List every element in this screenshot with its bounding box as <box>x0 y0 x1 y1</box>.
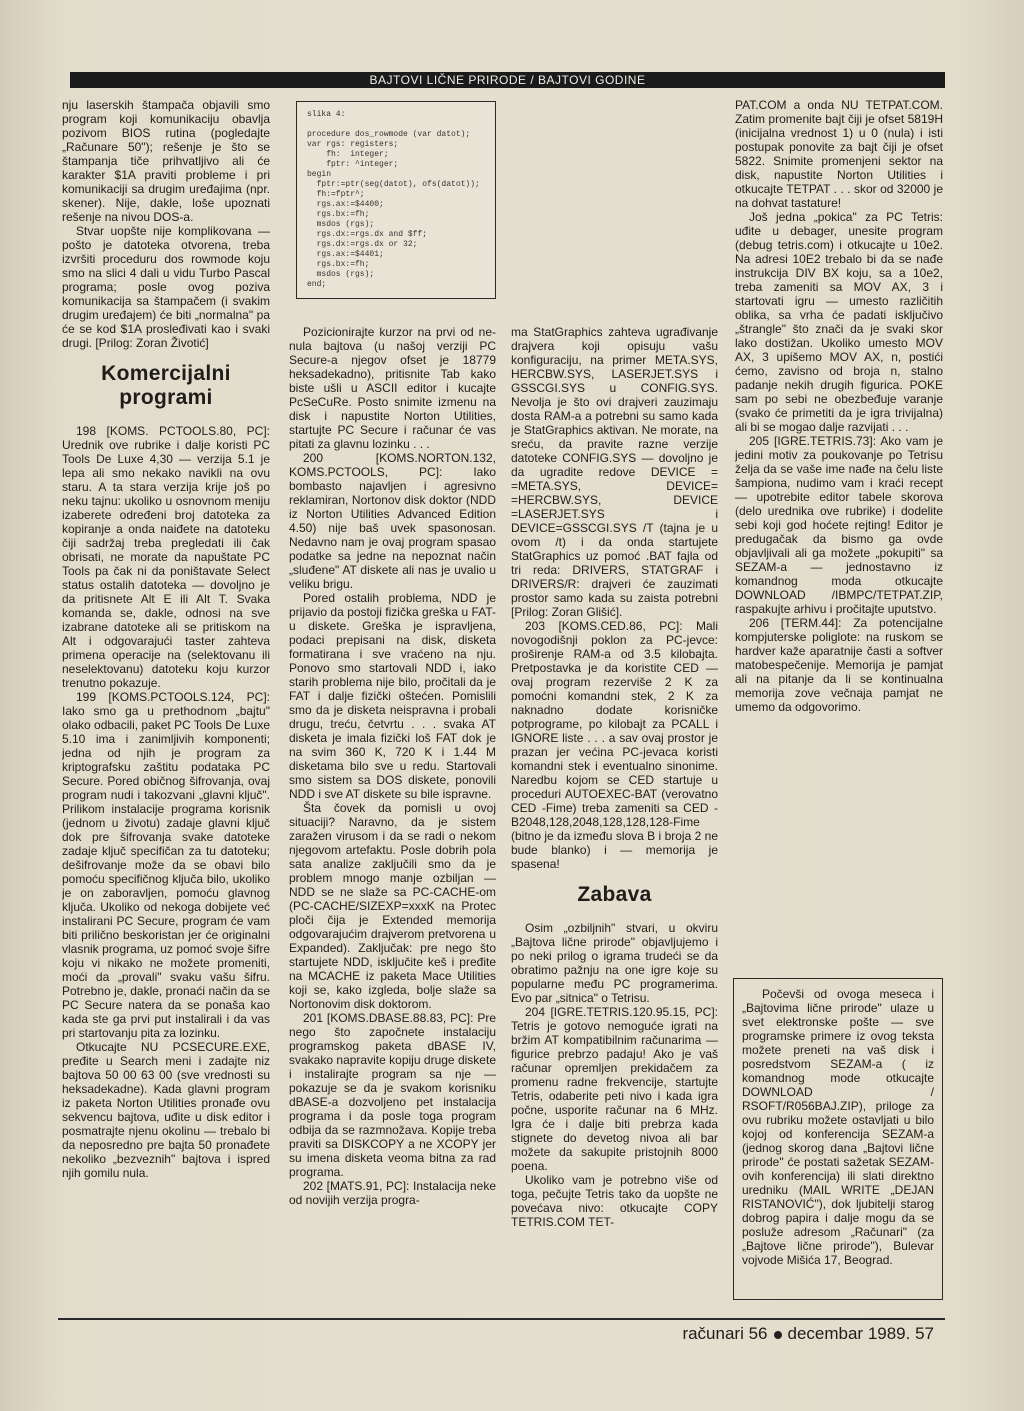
code-line: rgs.bx:=fh; <box>307 260 370 269</box>
heading-komercijalni-programi: Komercijalni programi <box>101 362 231 409</box>
code-line: fh:=fptr^; <box>307 190 365 199</box>
code-line: begin <box>307 170 332 179</box>
col4-paragraph-206: 206 [TERM.44]: Za potencijalne kompjuterske poliglote: na ruskom se hardver kaže aparatnije časti a softver matobespečenije. Memorija je pamjat ali na pitanje da li se kontinualna memorija zove večnaja pamjat ne umemo da odgovorimo. <box>735 616 943 714</box>
col4-paragraph-1: PAT.COM a onda NU TETPAT.COM. Zatim promenite bajt čiji je ofset 5819H (inicijalna vrednost 1) u 0 (nula) i isti postupak ponovite za bajt čiji je ofset 5822. Snimite promenjeni sektor na disk, napustite Norton Utilities i otkucajte TETPAT . . . skor od 32000 je na dohvat tastature! <box>735 98 943 210</box>
code-line: fptr: ^integer; <box>307 160 399 169</box>
code-listing-figure <box>296 101 496 299</box>
code-line: msdos (rgs); <box>307 270 375 279</box>
code-line: rgs.dx:=rgs.dx and $ff; <box>307 230 428 239</box>
footer-magazine-issue: računari 56 <box>682 1324 768 1343</box>
code-line: procedure dos_rowmode (var datot); <box>307 130 471 139</box>
footer-bullet-icon <box>774 1331 782 1339</box>
col2-paragraph-1: Pozicionirajte kurzor na prvi od ne-nula bajtova (u našoj verziji PC Secure-a njegov ofset je 18779 heksadekadno), pritisnite Tab kako biste ušli u ASCII editor i kucajte PcSeCuRe. Posto snimite izmenu na disk i napustite Norton Utilities, startujte PC Secure i računar će vas pitati za glavnu lozinku . . . <box>289 325 496 451</box>
col3-paragraph-5: Ukoliko vam je potrebno više od toga, pečujte Tetris tako da uopšte ne povećava nivo: otkucajte COPY TETRIS.COM TET- <box>511 1173 718 1229</box>
code-line: var rgs: registers; <box>307 140 399 149</box>
code-lines <box>307 130 485 290</box>
col1-paragraph-2: Stvar uopšte nije komplikovana — pošto je datoteka otvorena, treba izvršiti proceduru dos rowmode koju smo na slici 4 dali u vidu Turbo Pascal programa; posle ovog poziva komunikacija sa štampačem (i svakim drugim uređajem) će biti „normalna" pa će se kod $1A prosleđivati kao i svaki drugi. [Prilog: Zoran Životić] <box>62 224 270 350</box>
col3-paragraph-3: Osim „ozbiljnih" stvari, u okviru „Bajtova lične prirode" objavljujemo i po neki prilog o igrama trudeći se da obratimo pažnju na one igre koje su popularne među PC programerima. Evo par „sitnica" o Tetrisu. <box>511 921 718 1005</box>
code-line: end; <box>307 280 327 289</box>
bottom-rule <box>58 1318 945 1320</box>
footer-date-page: decembar 1989. 57 <box>787 1324 934 1343</box>
code-line: rgs.ax:=$4400; <box>307 200 384 209</box>
column-1 <box>62 98 270 1310</box>
code-line: rgs.dx:=rgs.dx or 32; <box>307 240 418 249</box>
col3-paragraph-204: 204 [IGRE.TETRIS.120.95.15, PC]: Tetris je gotovo nemoguće igrati na bržim AT kompatibilnim računarima — figurice prebrzo padaju! Ako je vaš računar opremljen prekidačem za promenu radne frekvencije, startujte Tetris, odaberite peti nivo i kada igra počne, usporite računar na 6 MHz. Igra će i dalje biti prebrza kada stignete do devetog nivoa ali bar možete da sakupite pristojnih 8000 poena. <box>511 1005 718 1173</box>
col1-paragraph-5: Otkucajte NU PCSECURE.EXE, pređite u Search meni i zadajte niz bajtova 50 00 63 00 (sve vrednosti su heksadekadne). Kada glavni program iz paketa Norton Utilities pronađe ovu sekvencu bajtova, uđite u disk editor i posmatrajte njenu okolinu — trebalo bi da neposredno pre bajta 50 pronađete nekoliko „bezveznih" bajtova i ispred njih gomilu nula. <box>62 1040 270 1180</box>
email-notice-box <box>733 978 943 1300</box>
code-line: fptr:=ptr(seg(datot), ofs(datot)); <box>307 180 480 189</box>
col1-paragraph-1: nju laserskih štampača objavili smo program koji komunikaciju obavlja pozivom BIOS rutina (pogledajte „Računare 50"); rešenje je što se štampanja tiče prihvatljivo ali će karakter $1A praviti probleme i pri komunikaciji sa drugim uređajima (npr. skener). Nije, dakle, loše upoznati rešenje na nivou DOS-a. <box>62 98 270 224</box>
code-line: fh: integer; <box>307 150 389 159</box>
col1-paragraph-198: 198 [KOMS. PCTOOLS.80, PC]: Urednik ove rubrike i dalje koristi PC Tools De Luxe 4,30 — verzija 5.1 je lepa ali smo nekako navikli na ovu staru. A ta stara verzija krije još po neku tajnu: ukoliko u osnovnom meniju izaberete određeni broj datoteka za kopiranje a onda naiđete na datoteku čiji sadržaj treba pregledati ili čak obrisati, ne morate da napuštate PC Tools pa čak ni da poništavate Select status ostalih datoteka — dovoljno je da pritisnete Alt E ili Alt T. Svaka komanda se, dakle, odnosi na sve izabrane datoteke ali se pritiskom na Alt i odgovarajući taster zahteva primena operacije na (selektovanu ili neselektovanu) datoteku koju kurzor trenutno pokazuje. <box>62 424 270 690</box>
col3-paragraph-203: 203 [KOMS.CED.86, PC]: Mali novogodišnji poklon za PC-jevce: proširenje RAM-a od 3.5 kilobajta. Pretpostavka je da koristite CED — ovaj program rezerviše 2 K za pomoćni komandni stek, 2 K za naknadno dodate korisničke potprograme, po kilobajt za PCALL i IGNORE liste . . . a sav ovaj prostor je prazan jer većina PC-jevaca koristi komandni stek i eventualno sinonime. Naredbu kojom se CED startuje u proceduri AUTOEXEC-BAT (verovatno CED -Fime) treba zameniti sa CED -B2048,128,2048,128,128,128-Fime (bitno je da između slova B i broja 2 ne bude blanko) i — memorija je spasena! <box>511 619 718 871</box>
col4-paragraph-205: 205 [IGRE.TETRIS.73]: Ako vam je jedini motiv za poukovanje po Tetrisu želja da se vaše ime nađe na čelu liste šampiona, nudimo vam i kraći recept — upotrebite editor tabele skorova (delo urednika ove rubrike) i dodelite sebi koji god hoćete rejting! Editor je predugačak da bismo ga ovde objavljivali ali ga možete „pokupiti" sa SEZAM-a — jednostavno iz komandnog moda otkucajte DOWNLOAD /IBMPC/TETPAT.ZIP, raspakujte arhivu i pročitajte uputstvo. <box>735 434 943 616</box>
column-3 <box>511 325 718 1315</box>
code-line: rgs.bx:=fh; <box>307 210 370 219</box>
col2-paragraph-202: 202 [MATS.91, PC]: Instalacija neke od novijih verzija progra- <box>289 1179 496 1207</box>
section-header-bar <box>70 72 945 88</box>
column-4 <box>735 98 943 878</box>
section-header-title: BAJTOVI LIČNE PRIRODE / BAJTOVI GODINE <box>369 73 646 87</box>
code-line: rgs.ax:=$4401; <box>307 250 384 259</box>
column-2 <box>289 325 496 1315</box>
code-caption: slika 4: <box>307 110 346 119</box>
col2-paragraph-200: 200 [KOMS.NORTON.132, KOMS.PCTOOLS, PC]: Iako bombasto najavljen i agresivno reklamiran, Nortonov disk doktor (NDD iz Norton Utilities Advanced Edition 4.50) nije baš uvek spasonosan. Nedavno nam je ovaj program spasao podatke sa jedne na nepoznat način „sluđene" AT diskete ali nas je uvalio u veliku brigu. <box>289 451 496 591</box>
code-line: msdos (rgs); <box>307 220 375 229</box>
col4-paragraph-2: Još jedna „pokica" za PC Tetris: uđite u debager, unesite program (debug tetris.com) i otkucajte u 10e2. Na adresi 10E2 trebalo bi da se nađe instrukcija DIV BX koju, sa a 10e2, treba zameniti sa MOV AX, 3 i startovati igru — umesto različitih oblika, sa vrha će padati isključivo „štrangle" što znači da je svaki skor lako dostižan. Ukoliko umesto MOV AX, 3 upišemo MOV AX, n, postići ćemo, zavisno od broja n, stalno padanje nekih drugih figurica. POKE sam po sebi ne obezbeđuje varanje (svako će primetiti da je igra trivijalna) ali bi se mogao dalje razvijati . . . <box>735 210 943 434</box>
col2-paragraph-3: Pored ostalih problema, NDD je prijavio da postoji fizička greška u FAT-u diskete. Greška je ispravljena, podaci prepisani na disk, disketa formatirana i sve vraćeno na nju. Ponovo smo startovali NDD i, iako starih problema nije bilo, pročitali da je FAT i dalje fizički oštećen. Pomislili smo da je disketa neispravna i probali drugu, treću, četvrtu . . . svaka AT disketa je imala fizički loš FAT dok je na svim 360 K, 720 K i 1.44 M disketama bilo sve u redu. Startovali smo sistem sa DOS diskete, ponovili NDD i sve AT diskete su bile ispravne. <box>289 591 496 801</box>
col2-paragraph-4: Šta čovek da pomisli u ovoj situaciji? Naravno, da je sistem zaražen virusom i da se radi o nekom njegovom artefaktu. Posle dobrih pola sata analize zaključili smo da je problem mnogo manje ozbiljan — NDD se ne slaže sa PC-CACHE-om (PC-CACHE/SIZEXP=xxxK na Protec ploči čija je Extended memorija odgovarajućim drajverom pretvorena u Expanded). Zaključak: pre nego što startujete NDD, isključite keš i pređite na MCACHE iz paketa Mace Utilities koji se, kako izgleda, bolje slaže sa Nortonovim disk doktorom. <box>289 801 496 1011</box>
col1-paragraph-199: 199 [KOMS.PCTOOLS.124, PC]: Iako smo ga u prethodnom „bajtu" olako odbacili, paket PC Tools De Luxe 5.10 ima i zanimljivih komponenti; jedna od njih je program za kriptografsku zaštitu podataka PC Secure. Pored običnog šifrovanja, ovaj program nudi i takozvani „glavni ključ". Prilikom instalacije programa korisnik (jednom u životu) zadaje glavni ključ dok pre šifrovanja svake datoteke zadaje ključ specifičan za tu datoteku; dešifrovanje može da se obavi bilo pomoću specifičnog ključa bilo, ukoliko je on zaboravljen, pomoću glavnog ključa. Ukoliko od nekoga dobijete već instalirani PC Secure, program će vam biti prilično beskoristan jer će originalni vlasnik programa, uz pomoć svoje šifre koju vi nikako ne možete promeniti, moći da „provali" svaku vašu šifru. Potrebno je, dakle, pronaći način da se PC Secure natera da se ponaša kao kada ste ga prvi put instalirali i da vas pri startovanju pita za lozinku. <box>62 690 270 1040</box>
page-footer <box>682 1322 934 1346</box>
col2-paragraph-201: 201 [KOMS.DBASE.88.83, PC]: Pre nego što započnete instalaciju programskog paketa dBASE IV, svakako napravite kopiju druge diskete i instalirajte program sa nje — pokazuje se da je svakom korisniku dBASE-a dozvoljeno pet instalacija programa i da posle toga program odbija da se razmnožava. Kopije treba praviti sa DISKCOPY a ne XCOPY jer su imena disketa veoma bitna za rad programa. <box>289 1011 496 1179</box>
col3-paragraph-1: ma StatGraphics zahteva ugrađivanje drajvera koji opisuju vašu konfiguraciju, na primer META.SYS, HERCBW.SYS, LASERJET.SYS i GSSCGI.SYS u CONFIG.SYS. Nevolja je što ovi drajveri zauzimaju dosta RAM-a a potrebni su samo kada je StatGraphics aktivan. Ne morate, na sreću, da pravite razne verzije datoteke CONFIG.SYS — dovoljno je da ugradite redove DEVICE = =META.SYS, DEVICE= =HERCBW.SYS, DEVICE =LASERJET.SYS i DEVICE=GSSCGI.SYS /T (tajna je u ovom /t) i da onda startujete StatGraphics uz pomoć .BAT fajla od tri reda: DRIVERS, STATGRAF i DRIVERS/R: drajveri će zauzimati prostor samo kada su zaista potrebni [Prilog: Zoran Glišić]. <box>511 325 718 619</box>
heading-zabava: Zabava <box>577 883 652 906</box>
notice-text: Počevši od ovoga meseca i „Bajtovima lične prirode" ulaze u svet elektronske pošte — sve programske primere iz ovog teksta možete preneti na vaš disk i posredstvom SEZAM-a ( iz komandnog mode otkucajte DOWNLOAD / RSOFT/R056BAJ.ZIP), priloge za ovu rubriku možete ostavljati u bilo kojoj od konferencija SEZAM-a (jednog skorog dana „Bajtovi lične prirode" će postati sažetak SEZAM-ovih konferencija) ili slati direktno uredniku (MAIL WRITE „DEJAN RISTANOVIĆ"), dok ljubitelji starog dobrog papira i dalje mogu da se posluže adresom „Računari" (za „Bajtove lične prirode"), Bulevar vojvode Mišića 17, Beograd. <box>742 987 934 1267</box>
